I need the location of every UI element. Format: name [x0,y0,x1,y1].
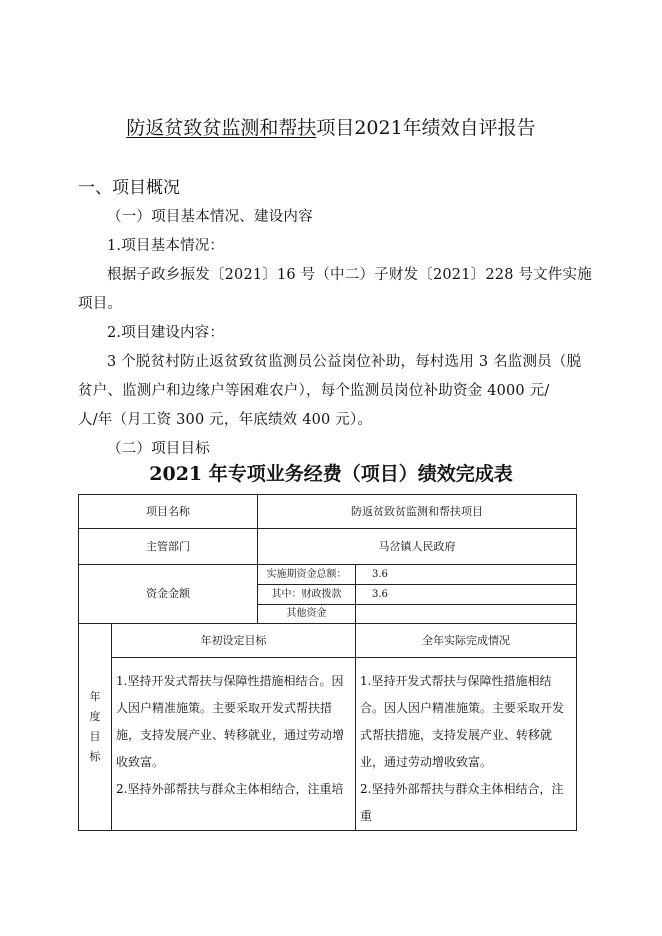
initial-goal-cell [112,658,356,831]
fund-other-value [356,605,577,624]
annual-goal-char: 年 [89,690,101,703]
fund-fiscal-label: 其中：财政拨款 [258,585,356,605]
paragraph-text-line: 贫户、监测户和边缘户等困难农户），每个监测员岗位补助资金 4000 元/ [78,383,550,399]
actual-goal-item: 2.坚持外部帮扶与群众主体相结合，注重 [360,782,564,823]
project-name-value: 防返贫致贫监测和帮扶项目 [258,495,577,529]
annual-goal-char: 目 [89,730,101,743]
project-name-label: 项目名称 [79,495,258,529]
paragraph-label-basic-info: 1.项目基本情况： [107,238,225,254]
funds-label: 资金金额 [79,565,258,624]
fund-fiscal-value: 3.6 [356,585,577,605]
fund-other-label: 其他资金 [258,605,356,624]
paragraph-label-construction: 2.项目建设内容： [107,325,225,341]
col-header-initial-goal: 年初设定目标 [112,624,356,658]
actual-goal-cell [356,658,577,831]
fund-total-label: 实施期资金总额： [258,565,356,585]
page-title [0,114,662,142]
annual-goal-char: 度 [89,710,101,723]
paragraph-text-line: 3 个脱贫村防止返贫致贫监测员公益岗位补助，每村选用 3 名监测员（脱 [107,354,582,370]
page-title-underlined: 防返贫致贫监测和帮扶 [126,117,317,139]
subsection-basic-info: （一）项目基本情况、建设内容 [107,209,313,225]
subsection-project-goals: （二）项目目标 [107,441,210,457]
paragraph-text-line: 根据子政乡振发〔2021〕16 号（中二）子财发〔2021〕228 号文件实施 [107,267,592,283]
paragraph-text-line: 项目。 [78,296,123,312]
paragraph-text-line: 人/年（月工资 300 元，年底绩效 400 元）。 [78,412,373,428]
page-title-rest: 项目2021年绩效自评报告 [316,117,536,139]
initial-goal-item: 2.坚持外部帮扶与群众主体相结合，注重培 [116,782,344,796]
actual-goal-item: 1.坚持开发式帮扶与保障性措施相结合。因人因户精准施策。主要采取开发式帮扶措施，支持发展产业、转移就业，通过劳动增收致富。 [360,674,565,769]
dept-label: 主管部门 [79,529,258,565]
annual-goal-vertical-label [79,624,112,831]
dept-value: 马岔镇人民政府 [258,529,577,565]
table-title: 2021 年专项业务经费（项目）绩效完成表 [149,463,513,485]
performance-table [78,494,577,831]
annual-goal-char: 标 [89,750,101,763]
col-header-actual-completion: 全年实际完成情况 [356,624,577,658]
fund-total-value: 3.6 [356,565,577,585]
section-heading-project-overview: 一、项目概况 [78,178,180,198]
initial-goal-item: 1.坚持开发式帮扶与保障性措施相结合。因人因户精准施策。主要采取开发式帮扶措施，支持发展产业、转移就业，通过劳动增收致富。 [116,674,345,769]
